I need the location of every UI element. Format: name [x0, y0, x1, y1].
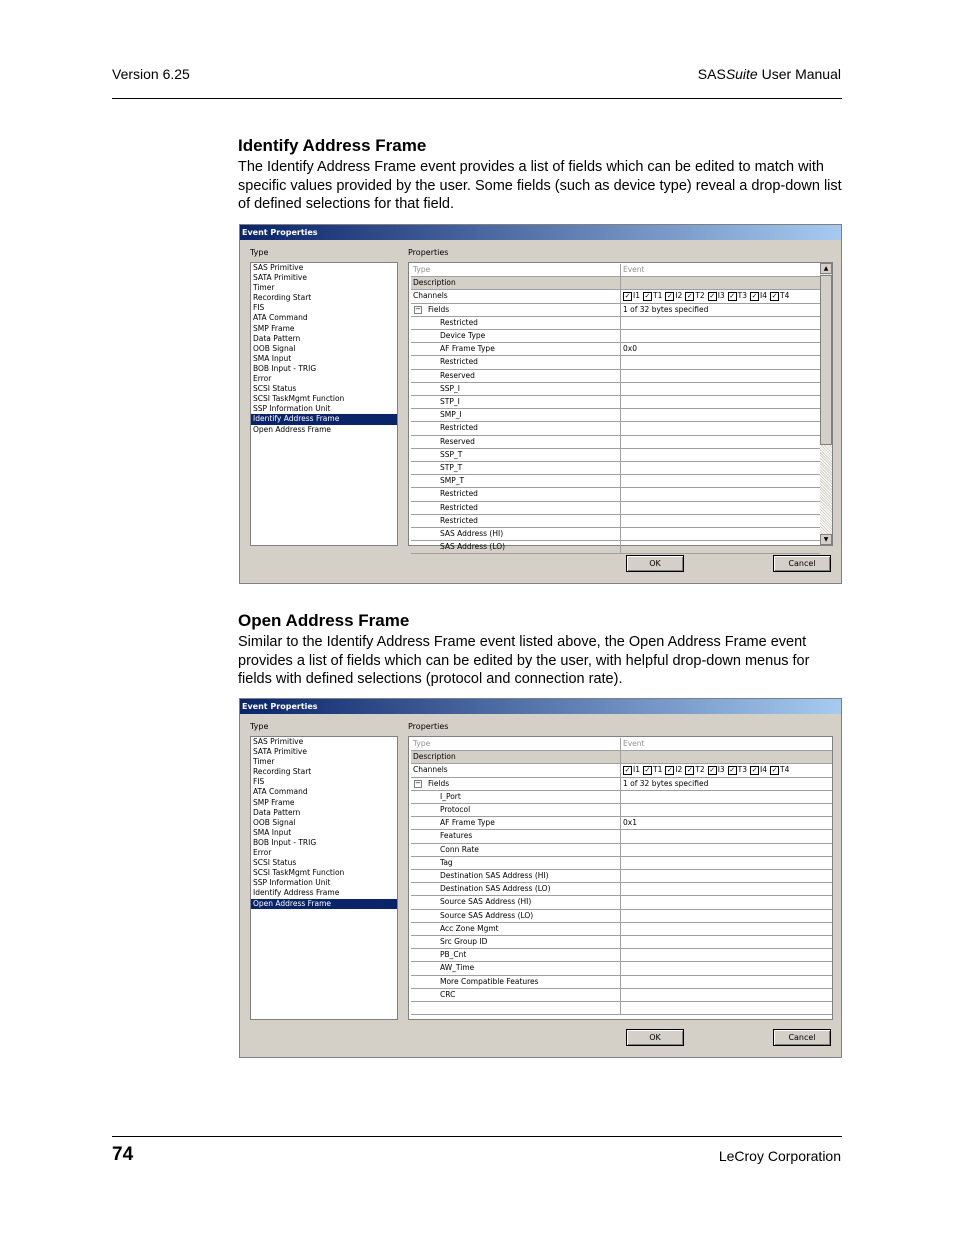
field-row-name	[411, 962, 621, 974]
type-list-item[interactable]: SSP Information Unit	[253, 878, 331, 888]
type-list-item[interactable]: OOB Signal	[253, 343, 296, 353]
vertical-scrollbar[interactable]	[820, 263, 832, 545]
field-row[interactable]	[411, 515, 820, 528]
field-row-name	[411, 883, 621, 895]
channel-label: I3	[717, 291, 725, 301]
channels-row-name	[411, 290, 621, 302]
field-row[interactable]	[411, 396, 820, 409]
grid-header-row-name	[411, 738, 621, 750]
channel-label: I4	[760, 291, 768, 301]
type-list-item[interactable]: SAS Primitive	[253, 263, 304, 272]
type-list-item[interactable]: ATA Command	[253, 787, 308, 797]
field-row-value	[621, 488, 820, 500]
description-label: Description	[413, 278, 456, 288]
field-row-name	[411, 488, 621, 500]
field-row[interactable]	[411, 449, 820, 462]
type-list-item[interactable]: SMA Input	[253, 827, 292, 837]
field-row[interactable]	[411, 317, 820, 330]
type-list-item[interactable]: BOB Input - TRIG	[253, 363, 317, 373]
field-row[interactable]	[411, 936, 832, 949]
channel-label: T4	[780, 765, 790, 775]
grid-header-row[interactable]	[411, 738, 832, 751]
channels-row[interactable]	[411, 290, 820, 303]
cancel-button[interactable]: Cancel	[773, 555, 831, 572]
field-row[interactable]	[411, 883, 832, 896]
field-name: Restricted	[440, 489, 478, 499]
field-row[interactable]	[411, 896, 832, 909]
field-name: More Compatible Features	[440, 976, 539, 986]
type-label: Type	[250, 722, 269, 731]
field-name: PB_Cnt	[440, 950, 467, 960]
field-row-name	[411, 356, 621, 368]
grid-header-row-name	[411, 264, 621, 276]
type-list-item[interactable]: Identify Address Frame	[253, 888, 340, 898]
field-row-value	[621, 383, 820, 395]
channel-label: T2	[695, 291, 705, 301]
field-row[interactable]	[411, 844, 832, 857]
field-row-value	[621, 857, 832, 869]
field-row-name	[411, 896, 621, 908]
scroll-thumb[interactable]	[820, 275, 832, 445]
field-row-name	[411, 396, 621, 408]
field-name: AW_Time	[440, 963, 475, 973]
channel-checkbox[interactable]	[623, 765, 640, 774]
channel-checkbox[interactable]	[665, 291, 682, 300]
channels-row-name	[411, 764, 621, 776]
field-row[interactable]	[411, 528, 820, 541]
field-row-value	[621, 870, 832, 882]
checkbox-checked-icon[interactable]: ✓	[624, 765, 631, 774]
field-row-value	[621, 515, 820, 527]
empty-row-name	[411, 1002, 621, 1014]
field-row-value	[621, 896, 832, 908]
description-label: Description	[413, 752, 456, 762]
field-row-name	[411, 449, 621, 461]
section-heading-identify: Identify Address Frame	[238, 136, 427, 155]
collapse-minus-icon[interactable]: −	[415, 304, 421, 313]
field-row-name	[411, 910, 621, 922]
page-number: 74	[112, 1144, 134, 1165]
field-name: Reserved	[440, 370, 475, 380]
channel-checkbox[interactable]	[728, 291, 747, 300]
field-name: STP_I	[440, 397, 460, 406]
type-list-item[interactable]: Error	[253, 848, 272, 858]
fields-row-name	[411, 304, 621, 316]
field-row-value	[621, 989, 832, 1001]
field-row-name	[411, 528, 621, 540]
field-name: Restricted	[440, 423, 478, 433]
field-row[interactable]	[411, 330, 820, 343]
field-row-name	[411, 804, 621, 816]
field-row-name	[411, 462, 621, 474]
field-row-value	[621, 317, 820, 329]
field-row-value	[621, 422, 820, 434]
type-list-item[interactable]: Open Address Frame	[251, 899, 397, 909]
type-list-item[interactable]: Recording Start	[253, 767, 312, 777]
properties-grid[interactable]	[408, 262, 833, 552]
field-row-value	[621, 356, 820, 368]
field-row[interactable]	[411, 976, 832, 989]
field-row-value	[621, 923, 832, 935]
channel-label: T1	[652, 291, 663, 301]
field-row-name	[411, 844, 621, 856]
field-row-name	[411, 330, 621, 342]
field-name: I_Port	[440, 791, 461, 801]
type-list-item[interactable]: Error	[253, 374, 272, 384]
properties-label: Properties	[408, 722, 449, 731]
checkbox-checked-icon[interactable]: ✓	[729, 291, 736, 300]
channel-checkbox[interactable]	[643, 291, 662, 300]
field-name: Restricted	[440, 317, 478, 327]
column-event-label: Event	[623, 739, 645, 748]
field-row-value	[621, 330, 820, 342]
channel-label: I1	[633, 291, 640, 301]
event-type-list[interactable]	[250, 262, 398, 546]
field-row-name	[411, 791, 621, 803]
channels-row[interactable]	[411, 764, 832, 777]
type-list-item[interactable]: SCSI TaskMgmt Function	[253, 868, 345, 878]
field-name: AF Frame Type	[440, 818, 495, 828]
field-row-value	[621, 936, 832, 948]
channel-label: I2	[675, 765, 683, 775]
field-name: Conn Rate	[440, 844, 479, 854]
field-row[interactable]	[411, 422, 820, 435]
field-row[interactable]	[411, 870, 832, 883]
channel-label: T3	[737, 765, 748, 775]
field-row[interactable]	[411, 791, 832, 804]
field-row-name	[411, 436, 621, 448]
description-row[interactable]	[411, 277, 820, 290]
channel-checkbox[interactable]	[685, 291, 704, 300]
field-row-value	[621, 436, 820, 448]
field-row-value	[621, 844, 832, 856]
checkbox-checked-icon[interactable]: ✓	[644, 765, 651, 774]
field-name: SMP_I	[440, 410, 462, 420]
field-row-name	[411, 343, 621, 355]
header-version: Version 6.25	[112, 66, 190, 82]
channels-row-value	[621, 764, 832, 776]
checkbox-checked-icon[interactable]: ✓	[751, 765, 758, 774]
channel-label: T3	[737, 291, 748, 301]
type-list-item[interactable]: Data Pattern	[253, 333, 301, 343]
type-list-item[interactable]: SATA Primitive	[253, 273, 307, 283]
channels-label: Channels	[413, 765, 448, 775]
field-name: SSP_I	[440, 383, 461, 393]
channel-label: T1	[652, 765, 663, 775]
channel-label: I1	[633, 765, 640, 775]
footer-rule	[112, 1136, 842, 1137]
field-value[interactable]: 0x0	[623, 344, 637, 354]
dialog-titlebar: Event Properties	[240, 699, 841, 714]
checkbox-checked-icon[interactable]: ✓	[709, 765, 716, 774]
field-row-name	[411, 830, 621, 842]
type-list-item[interactable]: Data Pattern	[253, 807, 301, 817]
grid-header-row-value	[621, 264, 820, 276]
field-name: SAS Address (LO)	[440, 542, 506, 552]
channel-checkbox[interactable]	[770, 291, 789, 300]
description-row-value	[621, 751, 832, 763]
field-row-value	[621, 910, 832, 922]
field-name: SAS Address (HI)	[440, 529, 504, 538]
field-row[interactable]	[411, 910, 832, 923]
cancel-button[interactable]: Cancel	[773, 1029, 831, 1046]
field-row-value	[621, 883, 832, 895]
channel-checkbox[interactable]	[750, 765, 767, 774]
field-row-value	[621, 817, 832, 829]
description-row-name	[411, 751, 621, 763]
field-row-value	[621, 830, 832, 842]
column-type-label: Type	[413, 265, 431, 274]
field-row[interactable]	[411, 343, 820, 356]
type-label: Type	[250, 248, 269, 257]
checkbox-checked-icon[interactable]: ✓	[771, 765, 778, 774]
fields-row-value	[621, 778, 832, 790]
field-row-value	[621, 949, 832, 961]
field-row-name	[411, 936, 621, 948]
field-row[interactable]	[411, 356, 820, 369]
grid-header-row[interactable]	[411, 264, 820, 277]
channels-label: Channels	[413, 291, 448, 301]
field-row-name	[411, 370, 621, 382]
field-name: Acc Zone Mgmt	[440, 923, 499, 933]
field-row[interactable]	[411, 462, 820, 475]
section-heading-open: Open Address Frame	[238, 611, 410, 630]
field-name: AF Frame Type	[440, 344, 495, 354]
type-list-item[interactable]: SCSI TaskMgmt Function	[253, 394, 345, 404]
type-list-item[interactable]: SATA Primitive	[253, 747, 307, 757]
field-name: Restricted	[440, 357, 478, 367]
field-row-name	[411, 515, 621, 527]
field-row-value	[621, 791, 832, 803]
fields-row[interactable]	[411, 304, 820, 317]
channel-checkbox[interactable]	[770, 765, 789, 774]
checkbox-checked-icon[interactable]: ✓	[686, 291, 693, 300]
properties-grid[interactable]	[408, 736, 833, 1020]
field-row-value	[621, 396, 820, 408]
fields-label: Fields	[428, 304, 450, 314]
field-name: Device Type	[440, 331, 486, 340]
ok-button[interactable]: OK	[626, 1029, 684, 1046]
channel-checkbox[interactable]	[728, 765, 747, 774]
description-row-name	[411, 277, 621, 289]
channel-label: I2	[675, 291, 683, 301]
field-row-value	[621, 502, 820, 514]
field-name: Restricted	[440, 502, 478, 512]
field-name: Destination SAS Address (HI)	[440, 871, 549, 880]
field-row[interactable]	[411, 949, 832, 962]
manual-italic: Suite	[725, 66, 758, 82]
header-manual-title	[698, 66, 841, 82]
channels-row-value	[621, 290, 820, 302]
description-row-value	[621, 277, 820, 289]
field-name: Restricted	[440, 515, 478, 525]
field-row-name	[411, 541, 621, 553]
properties-label: Properties	[408, 248, 449, 257]
field-row-name	[411, 409, 621, 421]
field-row[interactable]	[411, 488, 820, 501]
field-name: Src Group ID	[440, 937, 488, 946]
field-name: STP_T	[440, 463, 463, 472]
channel-checkbox[interactable]	[708, 765, 725, 774]
collapse-minus-icon[interactable]: −	[415, 778, 421, 787]
description-row[interactable]	[411, 751, 832, 764]
checkbox-checked-icon[interactable]: ✓	[686, 765, 693, 774]
section-paragraph-open: Similar to the Identify Address Frame event listed above, the Open Address Frame event provides a list of fields which can be edited by the user, with helpful drop-down menus for fields with defined selections (protocol and connection rate).	[238, 634, 810, 687]
field-name: Features	[440, 831, 473, 841]
field-row[interactable]	[411, 989, 832, 1002]
checkbox-checked-icon[interactable]: ✓	[729, 765, 736, 774]
field-row-value	[621, 541, 820, 553]
type-list-item[interactable]: SMP Frame	[253, 323, 295, 333]
scroll-down-arrow-icon[interactable]: ▼	[820, 534, 832, 545]
field-row[interactable]	[411, 383, 820, 396]
type-list-item[interactable]: SMP Frame	[253, 797, 295, 807]
field-row-value	[621, 528, 820, 540]
field-row-name	[411, 817, 621, 829]
field-name: Source SAS Address (LO)	[440, 910, 534, 920]
type-list-item[interactable]: Identify Address Frame	[251, 414, 397, 424]
type-list-item[interactable]: ATA Command	[253, 313, 308, 323]
field-row-name	[411, 989, 621, 1001]
field-name: Source SAS Address (HI)	[440, 897, 532, 907]
field-row[interactable]	[411, 436, 820, 449]
event-type-list[interactable]	[250, 736, 398, 1020]
channel-checkbox[interactable]	[665, 765, 682, 774]
field-row-value	[621, 475, 820, 487]
checkbox-checked-icon[interactable]: ✓	[709, 291, 716, 300]
field-row[interactable]	[411, 475, 820, 488]
channel-checkbox[interactable]	[623, 291, 640, 300]
fields-row[interactable]	[411, 778, 832, 791]
type-list-item[interactable]: Recording Start	[253, 293, 312, 303]
field-row[interactable]	[411, 830, 832, 843]
fields-row-value	[621, 304, 820, 316]
checkbox-checked-icon[interactable]: ✓	[666, 765, 673, 774]
manual-suffix: User Manual	[757, 66, 841, 82]
type-list-item[interactable]: FIS	[253, 303, 265, 313]
field-row-name	[411, 976, 621, 988]
field-row[interactable]	[411, 804, 832, 817]
field-row[interactable]	[411, 409, 820, 422]
fields-row-name	[411, 778, 621, 790]
field-row-value	[621, 976, 832, 988]
field-name: SSP_T	[440, 449, 463, 459]
field-row[interactable]	[411, 502, 820, 515]
type-list-item[interactable]: OOB Signal	[253, 817, 296, 827]
manual-prefix: SAS	[697, 66, 726, 82]
field-name: Tag	[440, 857, 453, 867]
field-name: CRC	[440, 989, 456, 999]
field-row[interactable]	[411, 923, 832, 936]
channel-checkbox[interactable]	[750, 291, 767, 300]
checkbox-checked-icon[interactable]: ✓	[771, 291, 778, 300]
type-list-item[interactable]: FIS	[253, 777, 265, 787]
channel-label: I4	[760, 765, 768, 775]
field-name: SMP_T	[440, 476, 465, 486]
field-row-name	[411, 923, 621, 935]
type-list-item[interactable]: Timer	[253, 283, 275, 293]
event-properties-dialog-open	[239, 698, 842, 1058]
field-row[interactable]	[411, 857, 832, 870]
type-list-item[interactable]: SCSI Status	[253, 384, 297, 394]
empty-row-value	[621, 1002, 832, 1014]
checkbox-checked-icon[interactable]: ✓	[666, 291, 673, 300]
checkbox-checked-icon[interactable]: ✓	[751, 291, 758, 300]
field-row-name	[411, 475, 621, 487]
dialog-titlebar: Event Properties	[240, 225, 841, 240]
field-row-name	[411, 870, 621, 882]
channel-checkbox[interactable]	[643, 765, 662, 774]
field-row-name	[411, 502, 621, 514]
fields-value: 1 of 32 bytes specified	[623, 778, 709, 788]
grid-header-row-value	[621, 738, 832, 750]
ok-button[interactable]: OK	[626, 555, 684, 572]
field-row-name	[411, 949, 621, 961]
field-row-value	[621, 409, 820, 421]
footer-company: LeCroy Corporation	[718, 1148, 841, 1164]
field-row[interactable]	[411, 817, 832, 830]
field-row[interactable]	[411, 962, 832, 975]
fields-label: Fields	[428, 778, 450, 788]
field-row-name	[411, 317, 621, 329]
channel-label: T4	[780, 291, 790, 301]
field-name: Protocol	[440, 805, 471, 814]
field-row-value	[621, 449, 820, 461]
section-paragraph-identify: The Identify Address Frame event provides a list of fields which can be edited to match with specific values provided by the user. Some fields (such as device type) reveal a drop-down list of defined selections for that field.	[238, 159, 842, 212]
channel-label: I3	[717, 765, 725, 775]
header-rule	[112, 98, 842, 99]
field-row-name	[411, 383, 621, 395]
type-list-item[interactable]: BOB Input - TRIG	[253, 837, 317, 847]
empty-row[interactable]	[411, 1002, 832, 1015]
type-list-item[interactable]: SSP Information Unit	[253, 404, 331, 414]
channel-checkbox[interactable]	[685, 765, 704, 774]
field-row-name	[411, 422, 621, 434]
scroll-up-arrow-icon[interactable]: ▲	[820, 263, 832, 274]
column-event-label: Event	[623, 265, 645, 274]
field-row-value	[621, 462, 820, 474]
field-name: Destination SAS Address (LO)	[440, 884, 551, 894]
fields-value: 1 of 32 bytes specified	[623, 304, 709, 314]
field-row-value	[621, 962, 832, 974]
type-list-item[interactable]: SAS Primitive	[253, 737, 304, 746]
field-row-name	[411, 857, 621, 869]
field-row-value	[621, 370, 820, 382]
type-list-item[interactable]: SMA Input	[253, 353, 292, 363]
type-list-item[interactable]: Timer	[253, 757, 275, 767]
checkbox-checked-icon[interactable]: ✓	[624, 291, 631, 300]
field-row[interactable]	[411, 541, 820, 554]
channel-checkbox[interactable]	[708, 291, 725, 300]
field-row-value	[621, 804, 832, 816]
field-row-value	[621, 343, 820, 355]
column-type-label: Type	[413, 739, 431, 748]
checkbox-checked-icon[interactable]: ✓	[644, 291, 651, 300]
type-list-item[interactable]: SCSI Status	[253, 858, 297, 868]
event-properties-dialog-identify	[239, 224, 842, 584]
channel-label: T2	[695, 765, 705, 775]
field-value[interactable]: 0x1	[623, 818, 637, 828]
field-row[interactable]	[411, 370, 820, 383]
field-name: Reserved	[440, 436, 475, 446]
type-list-item[interactable]: Open Address Frame	[253, 424, 332, 434]
